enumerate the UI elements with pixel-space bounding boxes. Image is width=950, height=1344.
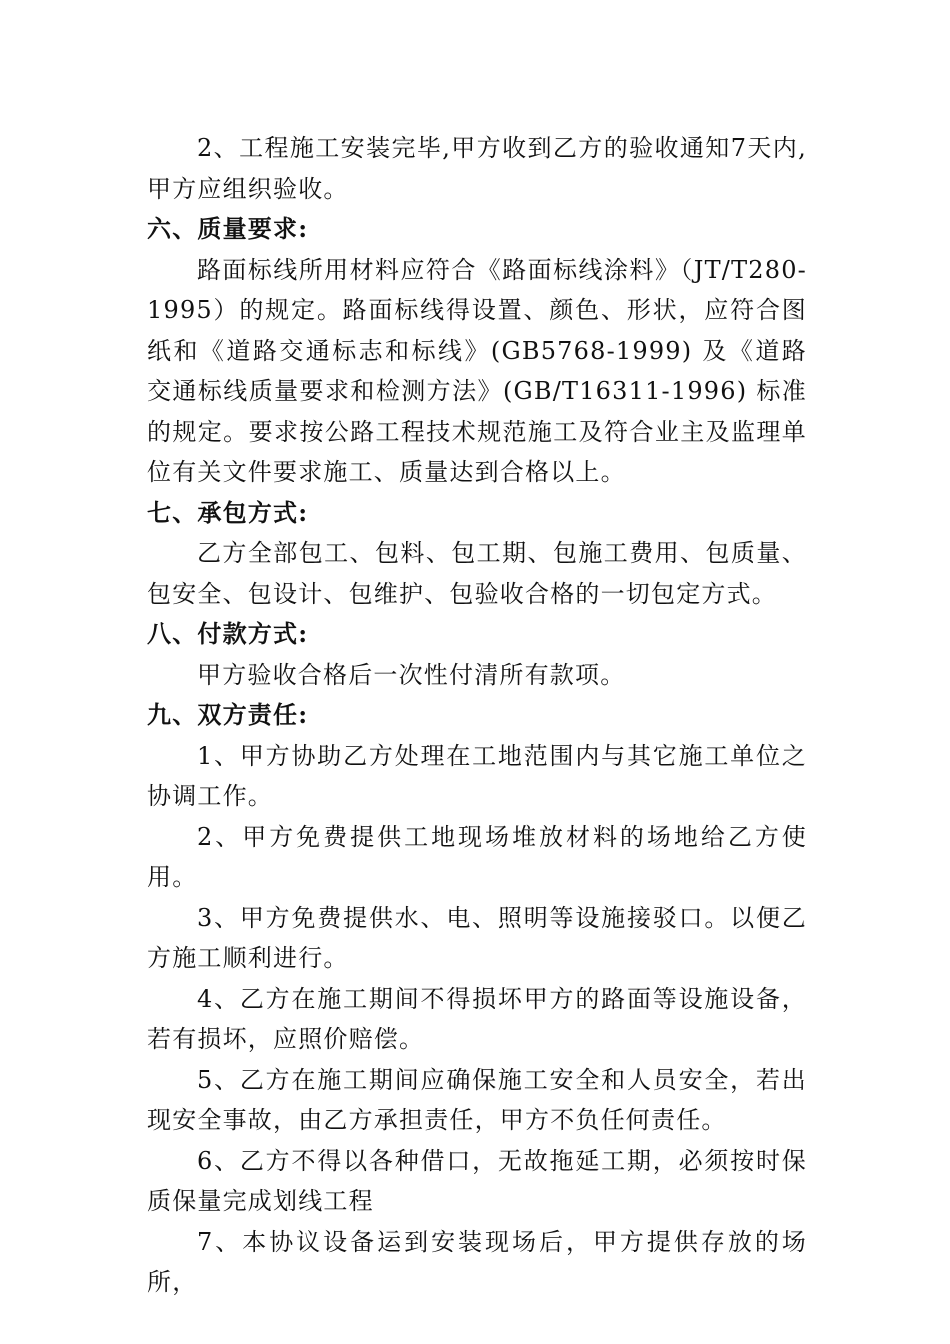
para-9-5: 5、乙方在施工期间应确保施工安全和人员安全，若出现安全事故，由乙方承担责任，甲方不负任何责任。 [147,1065,807,1134]
para-8: 甲方验收合格后一次性付清所有款项。 [197,660,626,689]
para-7: 乙方全部包工、包料、包工期、包施工费用、包质量、包安全、包设计、包维护、包验收合格的一切包定方式。 [147,539,807,608]
para-9-3: 3、甲方免费提供水、电、照明等设施接驳口。以便乙方施工顺利进行。 [147,903,807,972]
heading-8: 八、付款方式: [147,619,309,648]
para-9-6: 6、乙方不得以各种借口，无故拖延工期，必须按时保质保量完成划线工程 [147,1146,807,1215]
heading-9: 九、双方责任: [147,700,309,729]
para-9-2: 2、甲方免费提供工地现场堆放材料的场地给乙方使用。 [147,822,807,891]
heading-6: 六、质量要求: [147,214,309,243]
para-9-7: 7、本协议设备运到安装现场后，甲方提供存放的场所， [147,1227,807,1296]
para-6: 路面标线所用材料应符合《路面标线涂料》（JT/T280-1995）的规定。路面标线得设置、颜色、形状，应符合图纸和《道路交通标志和标线》(GB5768-1999) 及《道路交通标线质量要求和检测方法》(GB/T16311-1996) 标准的规定。要求按公路工程技术规范施工及符合业主及监理单位有关文件要求施工、质量达到合格以上。 [147,255,807,486]
document-body [147,128,807,1303]
para-5-2: 2、工程施工安装完毕,甲方收到乙方的验收通知7天内,甲方应组织验收。 [147,134,807,203]
para-9-4: 4、乙方在施工期间不得损坏甲方的路面等设施设备，若有损坏，应照价赔偿。 [147,984,807,1053]
para-9-1: 1、甲方协助乙方处理在工地范围内与其它施工单位之协调工作。 [147,741,807,810]
heading-7: 七、承包方式: [147,497,309,527]
